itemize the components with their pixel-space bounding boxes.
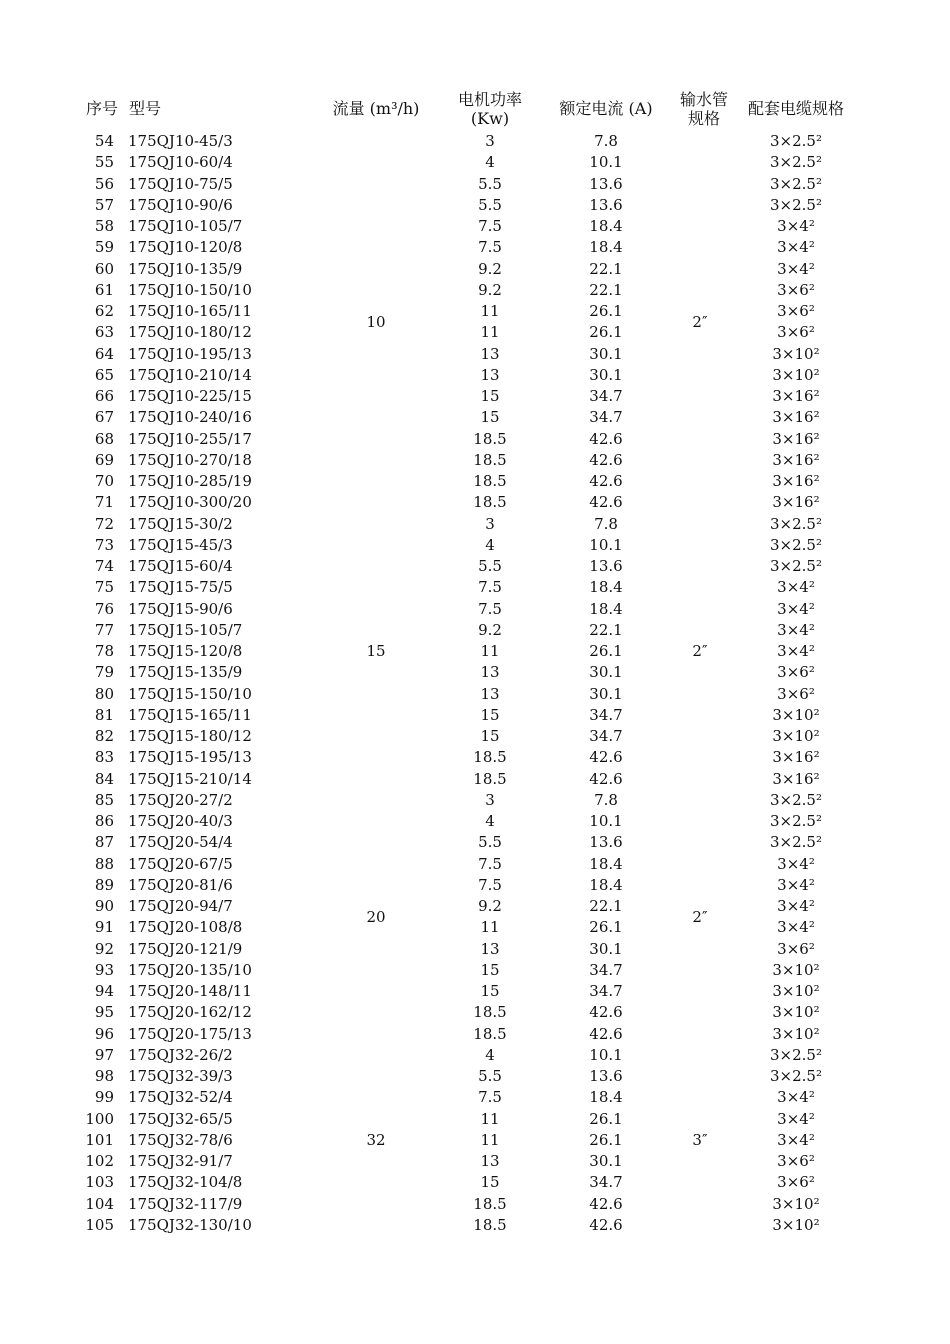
cell-power: 4: [485, 153, 495, 172]
cell-power: 7.5: [478, 1088, 502, 1107]
cell-current: 42.6: [589, 748, 623, 767]
cell-current: 30.1: [589, 684, 623, 703]
cell-seq: 59: [94, 238, 114, 257]
cell-seq: 81: [94, 705, 114, 724]
cell-power: 18.5: [473, 1215, 507, 1234]
cell-seq: 66: [94, 387, 114, 405]
cell-power: 11: [480, 1130, 500, 1149]
cell-seq: 104: [85, 1194, 114, 1213]
cell-power: 18.5: [473, 429, 507, 448]
cell-model: 175QJ15-120/8: [128, 642, 243, 660]
cell-seq: 65: [94, 365, 114, 384]
cell-cable: 3×4²: [777, 1109, 815, 1128]
cell-seq: 62: [94, 302, 114, 320]
cell-power: 18.5: [473, 1194, 507, 1213]
cell-cable: 3×10²: [772, 1194, 820, 1213]
cell-model: 175QJ15-180/12: [128, 727, 252, 745]
cell-model: 175QJ20-40/3: [128, 812, 233, 830]
cell-power: 18.5: [473, 450, 507, 469]
cell-current: 7.8: [594, 514, 618, 533]
header-flow: 流量 (m³/h): [332, 99, 420, 118]
cell-cable: 3×6²: [777, 323, 815, 342]
cell-model: 175QJ10-270/18: [128, 450, 252, 469]
cell-cable: 3×4²: [777, 620, 815, 639]
cell-cable: 3×2.5²: [770, 812, 822, 830]
cell-cable: 3×6²: [777, 663, 815, 682]
cell-seq: 56: [94, 174, 114, 193]
header-power-line2: (Kw): [470, 109, 510, 128]
cell-current: 34.7: [589, 960, 623, 979]
cell-power: 18.5: [473, 1003, 507, 1022]
cell-cable: 3×4²: [777, 1088, 815, 1107]
cell-model: 175QJ10-240/16: [128, 408, 252, 427]
header-model: 型号: [129, 99, 162, 118]
cell-cable: 3×10²: [772, 365, 820, 384]
cell-power: 4: [485, 812, 495, 830]
cell-power: 13: [480, 663, 500, 682]
cell-flow-group: 15: [366, 642, 386, 660]
header-cable: 配套电缆规格: [747, 99, 845, 118]
cell-power: 11: [480, 323, 500, 342]
cell-cable: 3×10²: [772, 1024, 820, 1043]
cell-current: 26.1: [589, 642, 623, 660]
cell-power: 15: [480, 982, 500, 1000]
cell-seq: 94: [94, 982, 114, 1000]
cell-current: 18.4: [589, 854, 623, 873]
cell-model: 175QJ20-81/6: [128, 875, 233, 894]
cell-current: 42.6: [589, 769, 623, 788]
cell-model: 175QJ32-91/7: [128, 1152, 233, 1170]
cell-model: 175QJ10-180/12: [128, 323, 252, 342]
cell-pipe-group: 3″: [692, 1130, 708, 1149]
cell-model: 175QJ10-135/9: [128, 259, 243, 278]
cell-current: 42.6: [589, 1024, 623, 1043]
cell-model: 175QJ15-30/2: [128, 514, 233, 533]
cell-cable: 3×4²: [777, 897, 815, 915]
cell-cable: 3×16²: [772, 493, 820, 512]
cell-seq: 54: [94, 132, 114, 150]
cell-power: 11: [480, 642, 500, 660]
cell-current: 34.7: [589, 408, 623, 427]
cell-power: 9.2: [478, 280, 502, 299]
cell-current: 26.1: [589, 302, 623, 320]
cell-seq: 83: [94, 748, 114, 767]
cell-current: 34.7: [589, 705, 623, 724]
cell-current: 18.4: [589, 217, 623, 235]
cell-power: 4: [485, 1045, 495, 1064]
cell-cable: 3×16²: [772, 450, 820, 469]
cell-model: 175QJ15-75/5: [128, 578, 233, 597]
cell-seq: 70: [94, 472, 114, 490]
cell-power: 7.5: [478, 599, 502, 618]
cell-model: 175QJ32-26/2: [128, 1045, 233, 1064]
cell-seq: 88: [94, 854, 114, 873]
cell-current: 42.6: [589, 1003, 623, 1022]
cell-cable: 3×2.5²: [770, 174, 822, 193]
cell-cable: 3×16²: [772, 769, 820, 788]
cell-cable: 3×10²: [772, 960, 820, 979]
cell-cable: 3×6²: [777, 939, 815, 958]
cell-cable: 3×6²: [777, 684, 815, 703]
cell-current: 10.1: [589, 153, 623, 172]
cell-flow-group: 10: [366, 312, 386, 331]
cell-current: 34.7: [589, 387, 623, 405]
cell-model: 175QJ10-195/13: [128, 344, 252, 363]
cell-seq: 57: [94, 195, 114, 214]
cell-current: 10.1: [589, 535, 623, 554]
cell-flow-group: 32: [366, 1130, 386, 1149]
cell-model: 175QJ15-60/4: [128, 557, 233, 575]
cell-seq: 80: [94, 684, 114, 703]
cell-current: 42.6: [589, 472, 623, 490]
cell-model: 175QJ20-67/5: [128, 854, 233, 873]
cell-power: 5.5: [478, 833, 502, 852]
cell-cable: 3×16²: [772, 472, 820, 490]
cell-cable: 3×6²: [777, 280, 815, 299]
cell-power: 18.5: [473, 769, 507, 788]
cell-seq: 60: [94, 259, 114, 278]
cell-cable: 3×4²: [777, 875, 815, 894]
cell-seq: 98: [94, 1067, 114, 1085]
cell-current: 18.4: [589, 599, 623, 618]
cell-power: 7.5: [478, 238, 502, 257]
cell-seq: 55: [94, 153, 114, 172]
cell-current: 30.1: [589, 344, 623, 363]
cell-cable: 3×4²: [777, 642, 815, 660]
cell-seq: 64: [94, 344, 114, 363]
cell-pipe-group: 2″: [692, 907, 708, 926]
cell-model: 175QJ20-148/11: [128, 982, 252, 1000]
cell-power: 13: [480, 1152, 500, 1170]
cell-model: 175QJ20-162/12: [128, 1003, 252, 1022]
cell-seq: 79: [94, 663, 114, 682]
cell-cable: 3×2.5²: [770, 1045, 822, 1064]
cell-model: 175QJ32-52/4: [128, 1088, 233, 1107]
cell-seq: 77: [94, 620, 114, 639]
cell-model: 175QJ10-150/10: [128, 280, 252, 299]
cell-current: 18.4: [589, 875, 623, 894]
cell-cable: 3×16²: [772, 748, 820, 767]
cell-model: 175QJ15-90/6: [128, 599, 233, 618]
cell-cable: 3×4²: [777, 918, 815, 937]
cell-seq: 95: [94, 1003, 114, 1022]
cell-model: 175QJ15-45/3: [128, 535, 233, 554]
cell-power: 15: [480, 727, 500, 745]
cell-seq: 78: [94, 642, 114, 660]
cell-cable: 3×2.5²: [770, 790, 822, 809]
cell-model: 175QJ20-54/4: [128, 833, 233, 852]
cell-model: 175QJ10-75/5: [128, 174, 233, 193]
cell-current: 26.1: [589, 1130, 623, 1149]
cell-power: 11: [480, 302, 500, 320]
cell-power: 13: [480, 344, 500, 363]
cell-cable: 3×2.5²: [770, 195, 822, 214]
cell-model: 175QJ10-165/11: [128, 302, 252, 320]
cell-model: 175QJ10-45/3: [128, 132, 233, 150]
cell-seq: 100: [85, 1109, 114, 1128]
cell-model: 175QJ10-90/6: [128, 195, 233, 214]
cell-model: 175QJ32-78/6: [128, 1130, 233, 1149]
cell-current: 13.6: [589, 557, 623, 575]
cell-seq: 105: [85, 1215, 114, 1234]
cell-power: 5.5: [478, 557, 502, 575]
cell-power: 4: [485, 535, 495, 554]
cell-seq: 89: [94, 875, 114, 894]
cell-pipe-group: 2″: [692, 642, 708, 660]
cell-power: 7.5: [478, 578, 502, 597]
cell-current: 26.1: [589, 918, 623, 937]
cell-cable: 3×2.5²: [770, 1067, 822, 1085]
cell-model: 175QJ20-135/10: [128, 960, 252, 979]
cell-current: 13.6: [589, 1067, 623, 1085]
cell-current: 26.1: [589, 1109, 623, 1128]
cell-power: 15: [480, 408, 500, 427]
cell-current: 42.6: [589, 493, 623, 512]
cell-current: 22.1: [589, 897, 623, 915]
cell-model: 175QJ10-255/17: [128, 429, 252, 448]
cell-seq: 63: [94, 323, 114, 342]
cell-cable: 3×2.5²: [770, 153, 822, 172]
cell-seq: 61: [94, 280, 114, 299]
cell-model: 175QJ15-195/13: [128, 748, 252, 767]
cell-power: 13: [480, 939, 500, 958]
cell-power: 18.5: [473, 493, 507, 512]
cell-current: 42.6: [589, 1215, 623, 1234]
cell-cable: 3×4²: [777, 217, 815, 235]
cell-current: 34.7: [589, 727, 623, 745]
cell-cable: 3×4²: [777, 238, 815, 257]
cell-current: 42.6: [589, 429, 623, 448]
cell-power: 18.5: [473, 1024, 507, 1043]
cell-model: 175QJ15-210/14: [128, 769, 252, 788]
cell-power: 9.2: [478, 620, 502, 639]
cell-power: 15: [480, 1173, 500, 1192]
cell-current: 42.6: [589, 450, 623, 469]
cell-cable: 3×6²: [777, 1152, 815, 1170]
header-current: 额定电流 (A): [559, 99, 653, 118]
cell-current: 22.1: [589, 259, 623, 278]
cell-model: 175QJ10-285/19: [128, 472, 252, 490]
cell-power: 13: [480, 365, 500, 384]
cell-seq: 102: [85, 1152, 114, 1170]
cell-current: 10.1: [589, 812, 623, 830]
cell-model: 175QJ20-27/2: [128, 790, 233, 809]
cell-cable: 3×2.5²: [770, 514, 822, 533]
cell-current: 18.4: [589, 1088, 623, 1107]
cell-power: 13: [480, 684, 500, 703]
cell-current: 30.1: [589, 1152, 623, 1170]
cell-model: 175QJ20-175/13: [128, 1024, 252, 1043]
cell-current: 10.1: [589, 1045, 623, 1064]
cell-current: 42.6: [589, 1194, 623, 1213]
cell-cable: 3×16²: [772, 408, 820, 427]
cell-current: 22.1: [589, 280, 623, 299]
cell-cable: 3×4²: [777, 599, 815, 618]
cell-power: 3: [485, 790, 495, 809]
cell-seq: 69: [94, 450, 114, 469]
cell-seq: 67: [94, 408, 114, 427]
header-pipe-line1: 输水管: [679, 90, 729, 109]
cell-power: 11: [480, 1109, 500, 1128]
cell-model: 175QJ32-104/8: [128, 1173, 243, 1192]
cell-cable: 3×4²: [777, 854, 815, 873]
cell-cable: 3×10²: [772, 727, 820, 745]
cell-flow-group: 20: [366, 907, 386, 926]
cell-power: 18.5: [473, 748, 507, 767]
cell-power: 7.5: [478, 854, 502, 873]
cell-seq: 103: [85, 1173, 114, 1192]
cell-seq: 68: [94, 429, 114, 448]
cell-power: 5.5: [478, 174, 502, 193]
cell-model: 175QJ15-150/10: [128, 684, 252, 703]
cell-model: 175QJ32-130/10: [128, 1215, 252, 1234]
cell-power: 5.5: [478, 1067, 502, 1085]
cell-power: 15: [480, 705, 500, 724]
cell-current: 7.8: [594, 790, 618, 809]
cell-model: 175QJ20-121/9: [128, 939, 243, 958]
header-pipe-line2: 规格: [687, 109, 721, 128]
cell-current: 30.1: [589, 939, 623, 958]
cell-power: 7.5: [478, 217, 502, 235]
cell-cable: 3×10²: [772, 344, 820, 363]
cell-seq: 75: [94, 578, 114, 597]
header-seq: 序号: [86, 99, 119, 118]
cell-power: 3: [485, 514, 495, 533]
cell-model: 175QJ15-105/7: [128, 620, 243, 639]
cell-seq: 99: [94, 1088, 114, 1107]
cell-current: 18.4: [589, 578, 623, 597]
cell-model: 175QJ15-165/11: [128, 705, 252, 724]
cell-current: 30.1: [589, 365, 623, 384]
cell-seq: 101: [85, 1130, 114, 1149]
cell-model: 175QJ10-210/14: [128, 365, 252, 384]
cell-cable: 3×2.5²: [770, 557, 822, 575]
cell-cable: 3×16²: [772, 429, 820, 448]
cell-cable: 3×10²: [772, 705, 820, 724]
cell-power: 9.2: [478, 259, 502, 278]
cell-seq: 93: [94, 960, 114, 979]
cell-cable: 3×10²: [772, 982, 820, 1000]
cell-current: 7.8: [594, 132, 618, 150]
cell-power: 5.5: [478, 195, 502, 214]
cell-seq: 74: [94, 557, 114, 575]
cell-seq: 86: [94, 812, 114, 830]
cell-power: 3: [485, 132, 495, 150]
cell-seq: 85: [94, 790, 114, 809]
cell-pipe-group: 2″: [692, 312, 708, 331]
cell-seq: 84: [94, 769, 114, 788]
cell-current: 26.1: [589, 323, 623, 342]
cell-seq: 96: [94, 1024, 114, 1043]
cell-current: 34.7: [589, 1173, 623, 1192]
cell-seq: 58: [94, 217, 114, 235]
cell-seq: 91: [94, 918, 114, 937]
header-pipe: [680, 90, 728, 128]
cell-cable: 3×4²: [777, 1130, 815, 1149]
cell-cable: 3×10²: [772, 1003, 820, 1022]
cell-model: 175QJ20-94/7: [128, 897, 233, 915]
cell-model: 175QJ32-65/5: [128, 1109, 233, 1128]
cell-current: 13.6: [589, 174, 623, 193]
cell-model: 175QJ15-135/9: [128, 663, 243, 682]
cell-current: 13.6: [589, 195, 623, 214]
cell-cable: 3×2.5²: [770, 535, 822, 554]
cell-cable: 3×2.5²: [770, 132, 822, 150]
cell-current: 34.7: [589, 982, 623, 1000]
cell-power: 15: [480, 960, 500, 979]
cell-seq: 90: [94, 897, 114, 915]
header-power: [458, 90, 522, 128]
cell-power: 9.2: [478, 897, 502, 915]
cell-current: 22.1: [589, 620, 623, 639]
cell-power: 11: [480, 918, 500, 937]
cell-seq: 72: [94, 514, 114, 533]
cell-cable: 3×4²: [777, 578, 815, 597]
cell-model: 175QJ10-300/20: [128, 493, 252, 512]
cell-model: 175QJ10-60/4: [128, 153, 233, 172]
cell-cable: 3×6²: [777, 1173, 815, 1192]
cell-cable: 3×6²: [777, 302, 815, 320]
cell-seq: 97: [94, 1045, 114, 1064]
cell-model: 175QJ10-120/8: [128, 238, 243, 257]
cell-seq: 87: [94, 833, 114, 852]
cell-current: 18.4: [589, 238, 623, 257]
header-power-line1: 电机功率: [457, 90, 523, 109]
cell-model: 175QJ32-39/3: [128, 1067, 233, 1085]
cell-power: 15: [480, 387, 500, 405]
cell-current: 30.1: [589, 663, 623, 682]
cell-seq: 92: [94, 939, 114, 958]
cell-model: 175QJ10-225/15: [128, 387, 252, 405]
cell-seq: 73: [94, 535, 114, 554]
cell-cable: 3×16²: [772, 387, 820, 405]
cell-model: 175QJ10-105/7: [128, 217, 243, 235]
cell-power: 7.5: [478, 875, 502, 894]
cell-seq: 82: [94, 727, 114, 745]
cell-seq: 76: [94, 599, 114, 618]
cell-model: 175QJ20-108/8: [128, 918, 243, 937]
cell-cable: 3×2.5²: [770, 833, 822, 852]
cell-model: 175QJ32-117/9: [128, 1194, 243, 1213]
cell-seq: 71: [94, 493, 114, 512]
cell-cable: 3×10²: [772, 1215, 820, 1234]
cell-power: 18.5: [473, 472, 507, 490]
cell-current: 13.6: [589, 833, 623, 852]
cell-cable: 3×4²: [777, 259, 815, 278]
